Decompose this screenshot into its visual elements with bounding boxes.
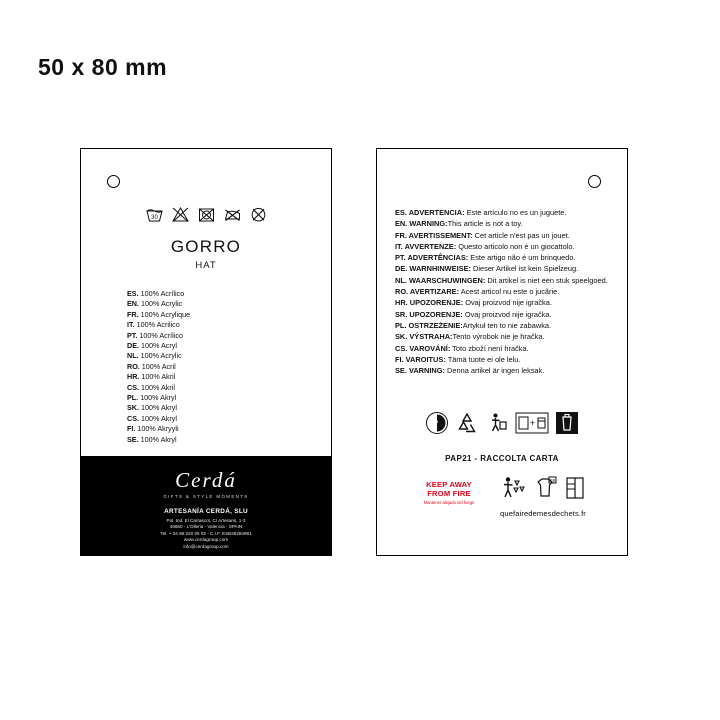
composition-code: IT. xyxy=(127,320,135,330)
punch-hole-icon xyxy=(107,175,120,188)
list-item xyxy=(127,341,190,351)
warning-text: Acest articol nu este o jucãrie. xyxy=(460,287,560,297)
fire-warning-title: KEEP AWAY FROM FIRE xyxy=(426,480,472,498)
label-back-card xyxy=(376,148,628,556)
do-not-litter-icon xyxy=(485,411,509,435)
composition-text: 100% Akryl xyxy=(140,393,177,403)
composition-text: 100% Akril xyxy=(141,372,176,382)
composition-code: SK. xyxy=(127,403,139,413)
composition-code: CS. xyxy=(127,382,139,392)
composition-text: 100% Acril xyxy=(141,361,176,371)
composition-text: 100% Akryl xyxy=(140,403,177,413)
list-item xyxy=(127,331,190,341)
company-address xyxy=(81,518,331,550)
list-item xyxy=(395,263,613,274)
warning-code: IT. AVVERTENZE: xyxy=(395,241,457,251)
warning-code: EN. WARNING: xyxy=(395,219,448,229)
warning-code: PT. ADVERTÊNCIAS: xyxy=(395,253,469,263)
list-item xyxy=(395,331,613,342)
composition-code: DE. xyxy=(127,341,139,351)
paper-sort-icon xyxy=(564,475,586,506)
list-item xyxy=(127,320,190,330)
composition-text: 100% Akryl xyxy=(140,434,177,444)
list-item xyxy=(395,218,613,229)
warning-code: SK. VÝSTRAHA: xyxy=(395,332,453,342)
warning-code: RO. AVERTIZARE: xyxy=(395,287,460,297)
brand-logo-text: Cerdá xyxy=(175,468,237,492)
list-item xyxy=(395,297,613,308)
address-line: Tel. + 34 96 220 05 02 - C.I.F. ESB46284991 xyxy=(160,530,252,536)
composition-code: FI. xyxy=(127,424,136,434)
list-item xyxy=(395,365,613,376)
warning-code: FI. VAROITUS: xyxy=(395,354,446,364)
composition-code: SE. xyxy=(127,434,139,444)
warning-list xyxy=(395,207,613,376)
list-item xyxy=(127,299,190,309)
composition-text: 100% Acrylic xyxy=(140,351,182,361)
paper-bin-icon xyxy=(555,411,579,435)
list-item xyxy=(127,393,190,403)
warning-text: Tämä tuote ei ole lelu. xyxy=(447,354,521,364)
composition-text: 100% Acrílico xyxy=(139,330,183,340)
list-item xyxy=(395,320,613,331)
list-item xyxy=(127,289,190,299)
composition-code: NL. xyxy=(127,351,139,361)
composition-text: 100% Akril xyxy=(140,382,175,392)
address-line: info@cerdagroup.com xyxy=(183,543,229,549)
mobius-loop-recycling-icon xyxy=(455,411,479,435)
list-item xyxy=(127,383,190,393)
warning-code: CS. VAROVÁNÍ: xyxy=(395,343,451,353)
list-item xyxy=(395,309,613,320)
composition-code: FR. xyxy=(127,309,139,319)
warning-code: SR. UPOZORENJE: xyxy=(395,309,463,319)
list-item xyxy=(127,310,190,320)
product-title: GORRO xyxy=(170,237,242,256)
triman-sorting-icon xyxy=(500,475,526,506)
composition-code: ES. xyxy=(127,289,139,298)
list-item xyxy=(127,435,190,445)
warning-code: DE. WARNHINWEISE: xyxy=(395,264,471,274)
composition-code: RO. xyxy=(127,361,140,371)
do-not-bleach-icon xyxy=(171,205,190,224)
composition-code: EN. xyxy=(127,299,139,309)
product-title-english: HAT xyxy=(195,260,217,271)
svg-text:30: 30 xyxy=(150,215,158,221)
warning-text: Dit artikel is niet een stuk speelgoed. xyxy=(487,275,608,285)
company-name: ARTESANÍA CERDÁ, SLU xyxy=(164,508,248,515)
warning-text: Cet article n'est pas un jouet. xyxy=(474,230,570,240)
address-line: Pol. Ind. El Carrascot, C/ Artesans, 1-3 xyxy=(166,518,246,523)
warning-code: NL. WAARSCHUWINGEN: xyxy=(395,275,486,285)
composition-text: 100% Acrylique xyxy=(140,309,191,319)
product-title-block xyxy=(81,237,331,271)
sorting-instruction-icon xyxy=(515,411,549,435)
recycling-icons-row xyxy=(377,411,627,435)
warning-text: Este artículo no es un juguete. xyxy=(466,208,567,217)
composition-code: PL. xyxy=(127,393,139,403)
do-not-dry-clean-icon xyxy=(249,205,268,224)
list-item xyxy=(395,343,613,354)
svg-text:F9: F9 xyxy=(549,477,556,483)
list-item xyxy=(395,275,613,286)
warning-text: Artykuł ten to nie zabawka. xyxy=(462,320,552,330)
warning-text: Questo articolo non é un giocattolo. xyxy=(458,241,575,251)
pap-code-label: PAP21 - RACCOLTA CARTA xyxy=(445,454,559,463)
composition-text: 100% Acrilico xyxy=(136,320,180,330)
care-symbols-row xyxy=(81,205,331,224)
composition-text: 100% Acrylic xyxy=(140,299,183,309)
warning-code: SE. VARNING: xyxy=(395,366,445,376)
list-item xyxy=(395,286,613,297)
dimension-label: 50 x 80 mm xyxy=(38,54,168,80)
tshirt-recycle-icon xyxy=(532,475,558,506)
warning-text: Dieser Artikel ist kein Spielzeug. xyxy=(473,264,579,274)
list-item xyxy=(395,354,613,365)
warning-text: Ovaj proizvod nije igračka. xyxy=(465,298,552,308)
warning-text: Este artigo não é um brinquedo. xyxy=(470,253,576,263)
list-item xyxy=(395,241,613,252)
svg-text:+: + xyxy=(529,418,536,428)
brand-footer xyxy=(81,456,331,555)
warning-text: Toto zboží není hračka. xyxy=(452,343,529,353)
wash-30-icon xyxy=(145,205,164,224)
punch-hole-icon xyxy=(588,175,601,188)
warning-text: This article is not a toy. xyxy=(447,219,523,229)
list-item xyxy=(127,351,190,361)
address-line: 46650 - L'Olleria - Valencia - SPAIN xyxy=(169,524,243,530)
composition-code: PT. xyxy=(127,330,138,340)
triman-icons-row xyxy=(479,475,607,506)
list-item xyxy=(127,372,190,382)
do-not-tumble-dry-icon xyxy=(197,205,216,224)
list-item xyxy=(395,252,613,263)
recycling-info-url: quefairedemesdechets.fr xyxy=(500,509,586,518)
warning-code: ES. ADVERTENCIA: xyxy=(395,208,465,217)
list-item xyxy=(127,414,190,424)
composition-text: 100% Acrílico xyxy=(140,289,185,298)
warning-code: PL. OSTRZEŻENIE: xyxy=(395,320,463,330)
label-front-card xyxy=(80,148,332,556)
do-not-iron-icon xyxy=(223,205,242,224)
composition-text: 100% Akryyli xyxy=(137,424,179,434)
list-item xyxy=(395,207,613,218)
warning-text: Ovaj proizvod nije igračka. xyxy=(464,309,552,319)
fire-warning-subtitle: Mantener alejado del fuego xyxy=(423,500,475,506)
list-item xyxy=(127,424,190,434)
brand-tagline: GIFTS & STYLE MOMENTS xyxy=(163,494,249,499)
composition-text: 100% Acryl xyxy=(140,341,177,351)
composition-code: CS. xyxy=(127,413,139,423)
list-item xyxy=(127,403,190,413)
warning-text: Tento výrobok nie je hračka. xyxy=(452,332,545,342)
warning-code: FR. AVERTISSEMENT: xyxy=(395,230,473,240)
address-line: www.cerdagroup.com xyxy=(183,537,229,543)
composition-text: 100% Akryl xyxy=(140,413,177,423)
list-item xyxy=(127,362,190,372)
warning-code: HR. UPOZORENJE: xyxy=(395,298,464,308)
green-dot-icon xyxy=(425,411,449,435)
warning-text: Denna artikel är ingen leksak. xyxy=(447,366,545,376)
composition-list xyxy=(127,289,190,445)
list-item xyxy=(395,230,613,241)
triman-block xyxy=(479,475,607,518)
composition-code: HR. xyxy=(127,372,140,382)
